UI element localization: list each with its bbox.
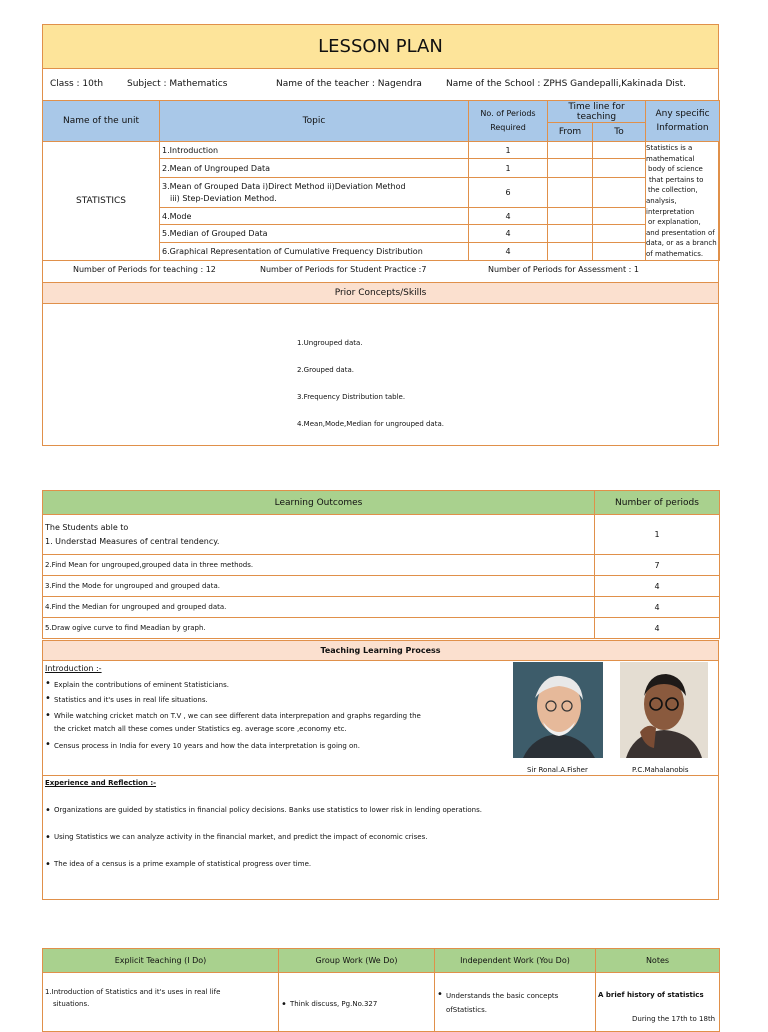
topics-table [42,100,720,261]
intro-heading: Introduction :- [45,664,102,673]
from-cell [548,225,593,243]
info-line: mathematical [646,154,695,163]
assessment-periods: Number of Periods for Assessment : 1 [488,265,639,274]
independent-line: • Understands the basic concepts [446,992,559,1000]
periods-cell: 4 [469,225,548,243]
periods-cell: 1 [469,159,548,178]
info-line: data, or as a branch [646,239,717,248]
info-line: that pertains to [649,175,704,184]
specific-info-cell [646,142,720,261]
periods-header-text: No. of Periods Required [480,109,536,132]
info-line: the collection, [648,186,698,195]
from-cell [548,178,593,208]
experience-item: • Using Statistics we can analyze activity in the financial market, and predict the impact of economic crises. [45,833,705,841]
outcome-text: 3.Find the Mode for ungrouped and grouped data. [43,576,595,597]
unit-header: Name of the unit [43,101,160,142]
to-cell [593,243,646,260]
notes-line: A brief history of statistics [598,991,704,999]
info-line: Statistics is a [646,144,693,152]
periods-summary [42,260,719,282]
topic-cell: 1.Introduction [160,142,469,159]
from-cell [548,142,593,159]
outcome-intro: The Students able to [45,522,129,532]
mahalanobis-portrait [620,662,708,758]
topic-cell: 6.Graphical Representation of Cumulative Frequency Distribution [160,243,469,260]
to-cell [593,142,646,159]
info-line: body of science [648,165,703,174]
teaching-periods: Number of Periods for teaching : 12 [73,265,216,274]
info-line: analysis, [646,196,677,205]
intro-item-line: the cricket match all these comes under Statistics eg. average score ,economy etc. [54,725,347,733]
independent-header: Independent Work (You Do) [435,949,596,973]
to-cell [593,225,646,243]
to-cell [593,159,646,178]
topic-header: Topic [160,101,469,142]
info-line: and presentation of [646,228,715,237]
experience-heading: Experience and Reflection :- [45,779,157,787]
periods-cell: 4 [469,243,548,260]
group-item: • Think discuss, Pg.No.327 [281,1000,434,1008]
tlp-heading-text: Teaching Learning Process [320,646,441,655]
explicit-cell [43,973,279,1032]
to-cell [593,178,646,208]
outcome-periods: 4 [595,618,720,639]
fisher-caption: Sir Ronal.A.Fisher [527,766,588,774]
topic-cell: 2.Mean of Ungrouped Data [160,159,469,178]
independent-line: ofStatistics. [446,1006,487,1014]
timeline-header: Time line for teaching [548,101,646,123]
to-header: To [593,123,646,142]
explicit-line: situations. [53,1000,90,1008]
topic-line: iii) Step-Deviation Method. [170,193,277,203]
experience-list [45,806,705,868]
group-cell [279,973,435,1032]
activities-table [42,948,720,1032]
topic-cell [160,178,469,208]
info-header-text: Any specific Information [655,109,710,133]
outcome-cell [43,515,595,555]
outcome-text: 2.Find Mean for ungrouped,grouped data in three methods. [43,555,595,576]
independent-cell [435,973,596,1032]
independent-item [437,989,595,1017]
outcome-text: 5.Draw ogive curve to find Meadian by graph. [43,618,595,639]
outcomes-heading: Learning Outcomes [43,491,595,515]
independent-list [437,989,595,1017]
outcome-periods: 4 [595,576,720,597]
info-row [42,69,719,100]
intro-item-line: • While watching cricket match on T.V , we can see different data interprepation and graphs regarding the [54,712,421,720]
from-cell [548,159,593,178]
tlp-divider [42,775,719,776]
outcomes-table [42,490,720,639]
prior-item: 3.Frequency Distribution table. [297,393,406,401]
notes-header: Notes [596,949,720,973]
tlp-heading [42,640,719,661]
notes-line: During the 17th to 18th [632,1015,716,1023]
experience-item: • The idea of a census is a prime example of statistical progress over time. [45,860,705,868]
from-cell [548,243,593,260]
school-label: Name of the School : ZPHS Gandepalli,Kakinada Dist. [446,79,686,89]
periods-cell: 6 [469,178,548,208]
practice-periods: Number of Periods for Student Practice :7 [260,265,427,274]
intro-item: • Census process in India for every 10 years and how the data interpretation is going on. [45,741,515,751]
outcomes-periods-heading: Number of periods [595,491,720,515]
group-header: Group Work (We Do) [279,949,435,973]
unit-name: STATISTICS [43,142,160,261]
periods-cell: 1 [469,142,548,159]
prior-item: 1.Ungrouped data. [297,339,363,347]
notes-cell [596,973,720,1032]
topic-line: 3.Mean of Grouped Data i)Direct Method ii)Deviation Method [162,181,406,191]
periods-header [469,101,548,142]
group-list [281,1000,434,1008]
outcome-periods: 4 [595,597,720,618]
prior-list [297,330,444,438]
mahalanobis-portrait-image [620,662,708,758]
subject-label: Subject : Mathematics [127,79,228,89]
topic-cell: 5.Median of Grouped Data [160,225,469,243]
periods-cell: 4 [469,208,548,225]
topic-cell: 4.Mode [160,208,469,225]
info-header [646,101,720,142]
page-title-text: LESSON PLAN [318,36,443,57]
outcome-periods: 7 [595,555,720,576]
info-line: of mathematics. [646,249,704,258]
fisher-portrait-image [513,662,603,758]
intro-item: • Statistics and it's uses in real life situations. [45,695,515,705]
prior-heading [42,282,719,304]
experience-item: • Organizations are guided by statistics in financial policy decisions. Banks use statistics to lower risk in lending operations. [45,806,705,814]
intro-item: • Explain the contributions of eminent Statisticians. [45,680,515,690]
fisher-portrait [513,662,603,758]
intro-item [45,710,515,736]
teacher-label: Name of the teacher : Nagendra [276,79,422,89]
prior-item: 2.Grouped data. [297,366,354,374]
prior-item: 4.Mean,Mode,Median for ungrouped data. [297,420,444,428]
page-title [42,24,719,69]
class-label: Class : 10th [50,79,104,89]
info-line: interpretation [646,207,695,216]
info-line: or explanation, [648,218,701,227]
intro-list [45,680,515,751]
from-header: From [548,123,593,142]
from-cell [548,208,593,225]
explicit-line: 1.Introduction of Statistics and it's uses in real life [45,988,221,996]
outcome-text: 4.Find the Median for ungrouped and grouped data. [43,597,595,618]
outcome-text: 1. Understad Measures of central tendency. [45,536,220,546]
explicit-header: Explicit Teaching (I Do) [43,949,279,973]
to-cell [593,208,646,225]
prior-heading-text: Prior Concepts/Skills [334,288,427,298]
mahalanobis-caption: P.C.Mahalanobis [632,766,689,774]
outcome-periods: 1 [595,515,720,555]
